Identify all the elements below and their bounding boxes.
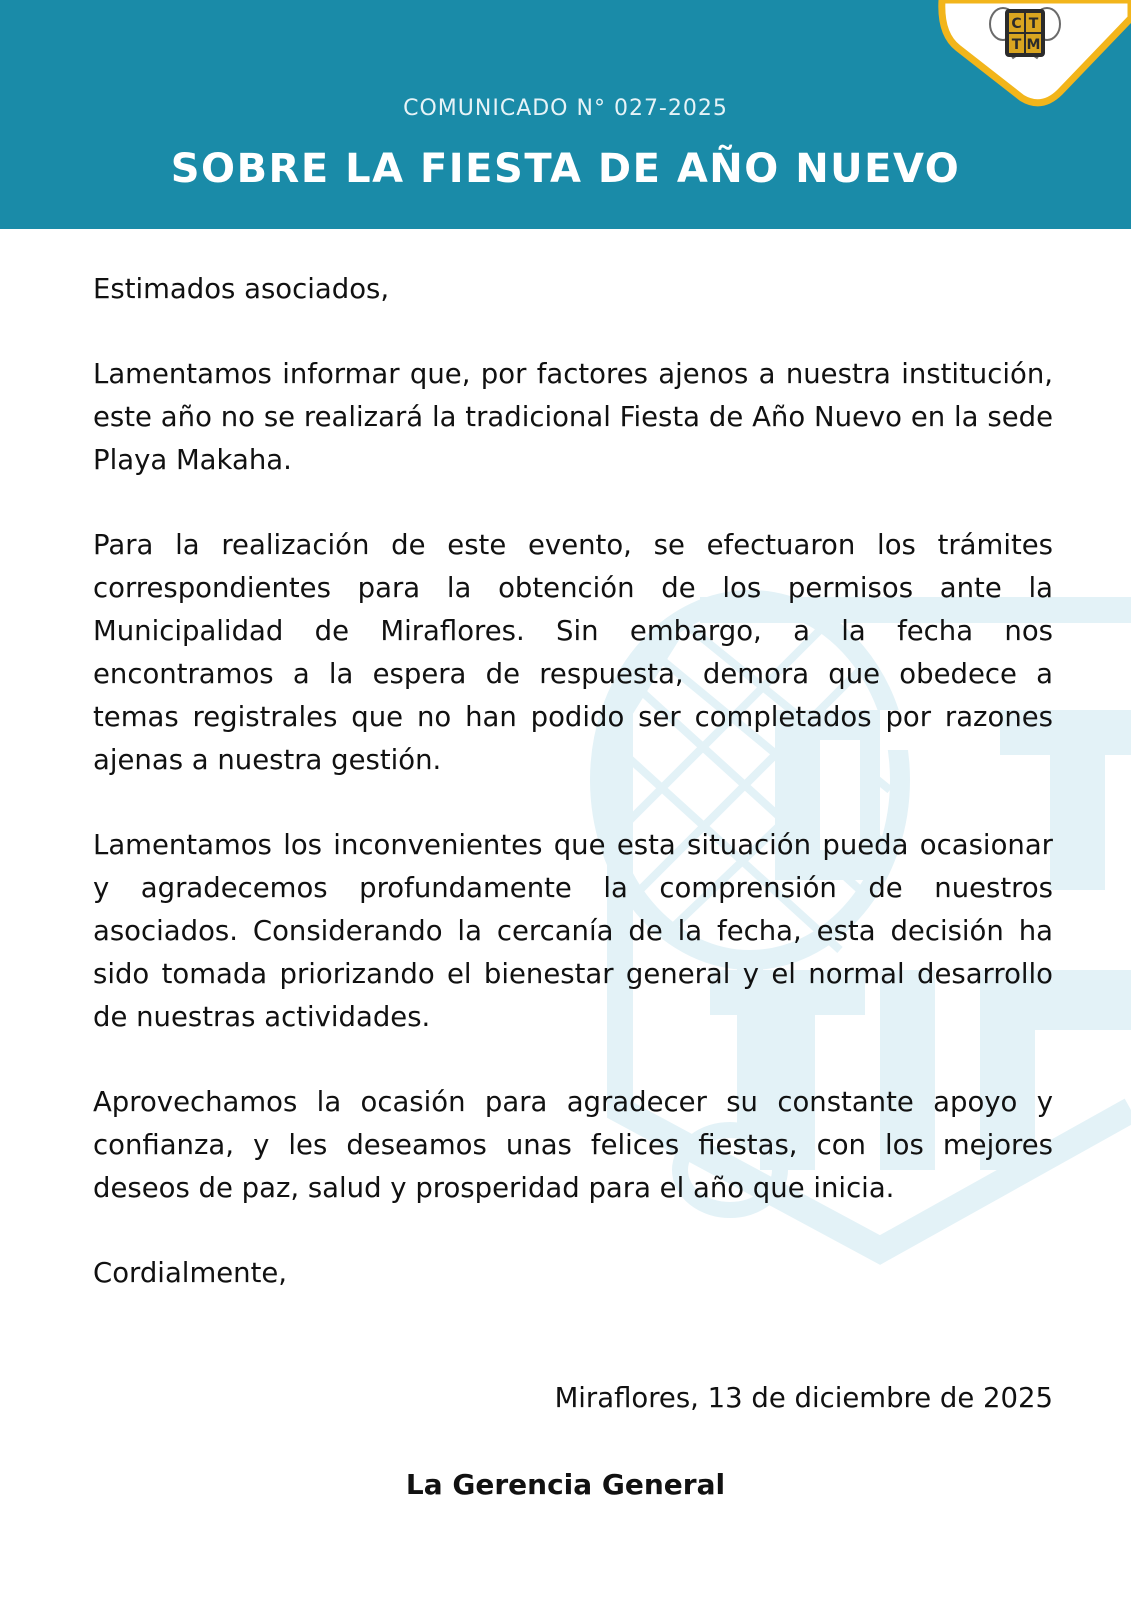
svg-text:T: T <box>1011 37 1022 53</box>
svg-text:T: T <box>1028 16 1039 32</box>
paragraph-permits: Para la realización de este evento, se efectuaron los trámites correspondientes para la obtención de los permisos ante la Municipalidad de Miraflores. Sin embargo, a la fecha nos encontramos a la espera de respuesta, demora que obedece a temas registrales que no han podido ser completados por razones ajenas a nuestra gestión. <box>93 529 1053 776</box>
cttm-logo-icon <box>1005 9 1045 57</box>
svg-text:M: M <box>1026 37 1041 53</box>
comunicado-number: COMUNICADO N° 027-2025 <box>403 96 728 121</box>
paragraph-thanks: Aprovechamos la ocasión para agradecer su constante apoyo y confianza, y les deseamos unas felices fiestas, con los mejores deseos de paz, salud y prosperidad para el año que inicia. <box>93 1086 1053 1204</box>
page-title: SOBRE LA FIESTA DE AÑO NUEVO <box>170 146 961 192</box>
svg-text:C: C <box>1011 16 1022 32</box>
signature: La Gerencia General <box>405 1468 726 1501</box>
paragraph-cancellation: Lamentamos informar que, por factores ajenos a nuestra institución, este año no se realizará la tradicional Fiesta de Año Nuevo en la sede Playa Makaha. <box>93 358 1053 476</box>
letter-body <box>93 268 1053 1337</box>
greeting: Estimados asociados, <box>93 273 390 305</box>
paragraph-apology: Lamentamos los inconvenientes que esta situación pueda ocasionar y agradecemos profundamente la comprensión de nuestros asociados. Considerando la cercanía de la fecha, esta decisión ha sido tomada priorizando el bienestar general y el normal desarrollo de nuestras actividades. <box>93 829 1053 1033</box>
place-date: Miraflores, 13 de diciembre de 2025 <box>554 1382 1053 1414</box>
closing: Cordialmente, <box>93 1257 288 1289</box>
